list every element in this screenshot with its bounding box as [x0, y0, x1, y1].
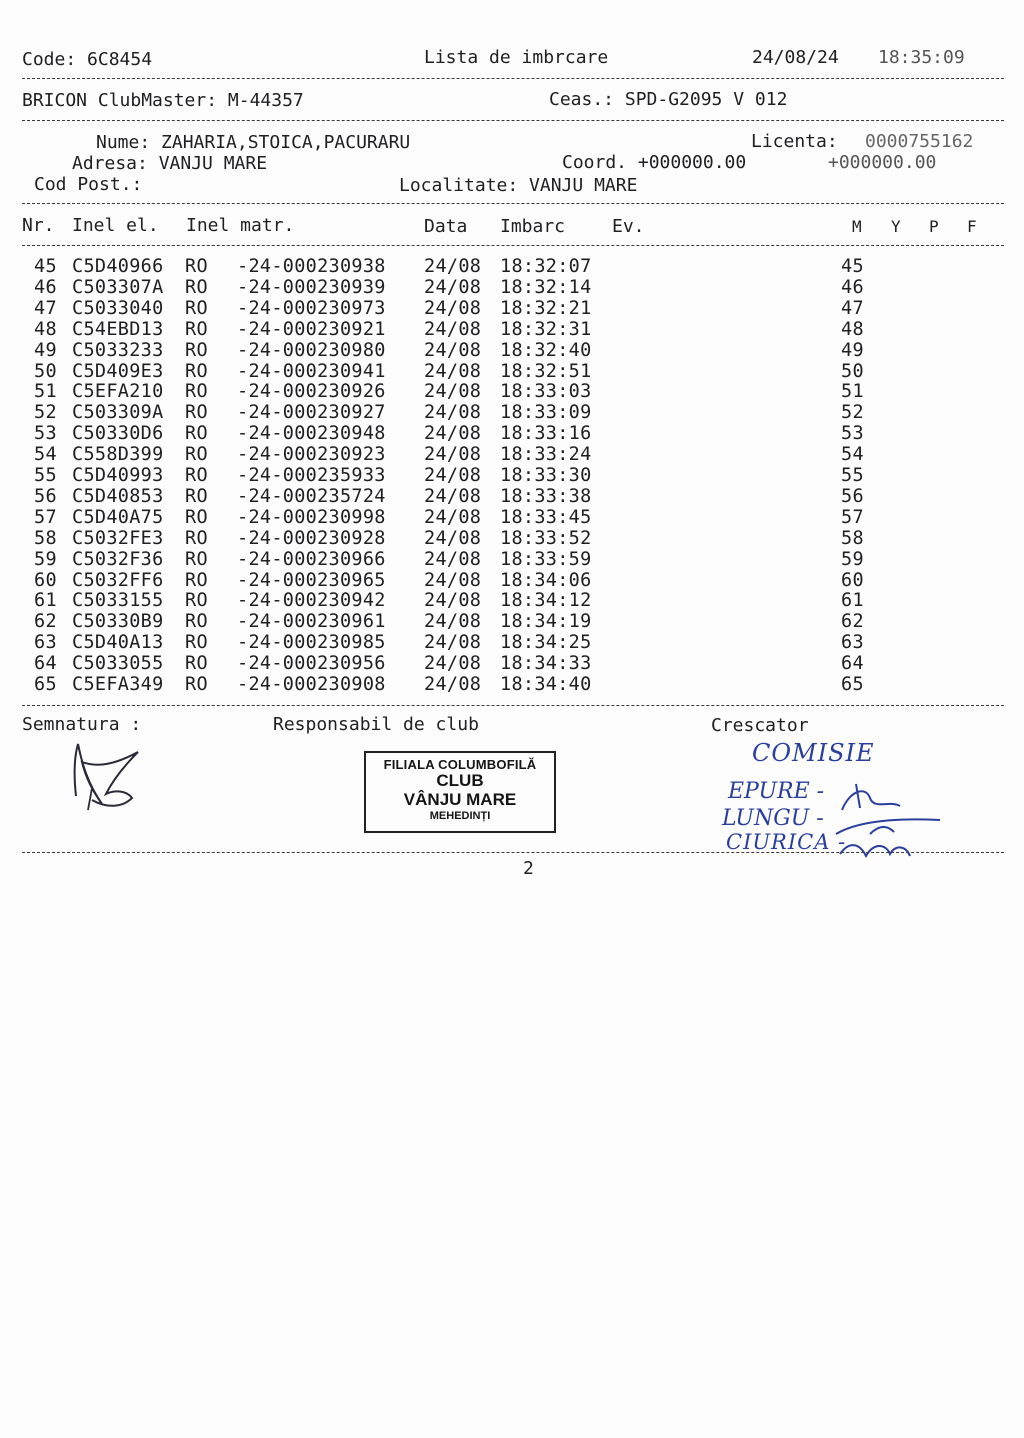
cell-imbarc: 18:33:30: [500, 465, 592, 486]
stamp-line-2: CLUB: [436, 771, 484, 790]
adresa-label: Adresa: VANJU MARE: [72, 153, 268, 174]
cell-data: 24/08: [424, 653, 482, 675]
cell-imbarc: 18:32:51: [500, 360, 592, 382]
cell-imbarc: 18:33:09: [500, 402, 592, 424]
cell-inel-matr: -24-000230966: [237, 548, 386, 570]
cell-nr: 56: [34, 485, 57, 507]
table-row: [0, 465, 1024, 486]
divider: [22, 203, 1004, 204]
cell-imbarc: 18:33:59: [500, 548, 592, 570]
cell-nr: 64: [34, 653, 57, 675]
cell-data: 24/08: [424, 360, 482, 382]
table-row: [0, 549, 1024, 570]
cell-nr: 65: [34, 674, 57, 695]
coord-value-2: +000000.00: [828, 152, 937, 173]
cell-country: RO: [185, 548, 208, 570]
cell-data: 24/08: [424, 402, 482, 424]
cell-m: 56: [841, 485, 864, 507]
handwritten-title: COMISIE: [752, 739, 875, 767]
localitate-label: Localitate: VANJU MARE: [399, 175, 638, 196]
handwritten-name-1: EPURE -: [728, 779, 825, 804]
cell-inel-el: C5D40966: [72, 256, 164, 277]
col-ev: Ev.: [612, 216, 645, 237]
cell-m: 54: [841, 444, 864, 466]
divider: [22, 120, 1004, 121]
cell-inel-matr: -24-000235933: [237, 465, 386, 486]
cell-country: RO: [185, 276, 208, 298]
col-inel-el: Inel el.: [72, 215, 159, 236]
cell-inel-el: C5032F36: [72, 548, 164, 570]
cell-inel-matr: -24-000230942: [237, 590, 386, 612]
cell-inel-el: C503309A: [72, 402, 164, 424]
cell-inel-el: C5D40993: [72, 465, 164, 486]
cell-nr: 50: [34, 360, 57, 382]
cell-data: 24/08: [424, 276, 482, 298]
cell-data: 24/08: [424, 465, 482, 486]
cell-inel-matr: -24-000230928: [237, 527, 386, 549]
cell-country: RO: [185, 297, 208, 319]
cell-nr: 47: [34, 297, 57, 319]
cell-inel-el: C503307A: [72, 276, 164, 298]
cell-inel-el: C5033040: [72, 297, 164, 319]
divider: [22, 852, 1004, 853]
cell-inel-matr: -24-000230961: [237, 611, 386, 633]
cell-inel-matr: -24-000230939: [237, 276, 386, 298]
cell-inel-matr: -24-000230926: [237, 381, 386, 403]
table-row: [0, 298, 1024, 319]
ceas-label: Ceas.: SPD-G2095 V 012: [549, 89, 788, 110]
cell-nr: 61: [34, 590, 57, 612]
cell-inel-el: C5D40853: [72, 485, 164, 507]
cell-country: RO: [185, 381, 208, 403]
cell-inel-el: C558D399: [72, 444, 164, 466]
signature: [62, 738, 152, 816]
responsabil-label: Responsabil de club: [273, 714, 479, 735]
cell-m: 53: [841, 423, 864, 445]
cell-m: 65: [841, 674, 864, 695]
cell-m: 61: [841, 590, 864, 612]
cell-country: RO: [185, 360, 208, 382]
cell-data: 24/08: [424, 632, 482, 654]
cell-nr: 63: [34, 632, 57, 654]
cell-nr: 53: [34, 423, 57, 445]
cell-inel-matr: -24-000230941: [237, 360, 386, 382]
cell-data: 24/08: [424, 506, 482, 528]
cell-country: RO: [185, 465, 208, 486]
cell-inel-el: C5032FF6: [72, 569, 164, 591]
code-label: Code: 6C8454: [22, 49, 153, 70]
cell-inel-el: C50330B9: [72, 611, 164, 633]
table-row: [0, 507, 1024, 528]
cell-m: 47: [841, 297, 864, 319]
table-row: [0, 402, 1024, 423]
cell-m: 58: [841, 527, 864, 549]
cell-imbarc: 18:33:16: [500, 423, 592, 445]
divider: [22, 78, 1004, 79]
col-data: Data: [424, 216, 468, 237]
cell-inel-matr: -24-000230998: [237, 506, 386, 528]
cell-imbarc: 18:32:14: [500, 276, 592, 298]
cell-nr: 57: [34, 506, 57, 528]
cell-inel-el: C5D40A13: [72, 632, 164, 654]
stamp-line-4: MEHEDINȚI: [429, 810, 491, 822]
cod-post-label: Cod Post.:: [34, 174, 143, 195]
handwritten-name-3: CIURICA -: [726, 830, 847, 854]
cell-inel-matr: -24-000230923: [237, 444, 386, 466]
cell-m: 63: [841, 632, 864, 654]
cell-data: 24/08: [424, 590, 482, 612]
cell-country: RO: [185, 506, 208, 528]
cell-imbarc: 18:33:38: [500, 485, 592, 507]
cell-imbarc: 18:32:07: [500, 256, 592, 277]
cell-m: 50: [841, 360, 864, 382]
table-row: [0, 277, 1024, 298]
cell-country: RO: [185, 339, 208, 361]
table-row: [0, 340, 1024, 361]
cell-nr: 48: [34, 318, 57, 340]
col-m: M: [852, 217, 862, 236]
cell-country: RO: [185, 318, 208, 340]
cell-imbarc: 18:34:25: [500, 632, 592, 654]
cell-imbarc: 18:34:33: [500, 653, 592, 675]
cell-inel-matr: -24-000230921: [237, 318, 386, 340]
cell-data: 24/08: [424, 318, 482, 340]
cell-inel-matr: -24-000235724: [237, 485, 386, 507]
cell-nr: 60: [34, 569, 57, 591]
cell-country: RO: [185, 527, 208, 549]
cell-m: 57: [841, 506, 864, 528]
cell-inel-matr: -24-000230927: [237, 402, 386, 424]
club-stamp: [364, 751, 556, 833]
cell-imbarc: 18:32:40: [500, 339, 592, 361]
cell-country: RO: [185, 653, 208, 675]
cell-imbarc: 18:33:03: [500, 381, 592, 403]
cell-nr: 52: [34, 402, 57, 424]
table-row: [0, 486, 1024, 507]
cell-data: 24/08: [424, 256, 482, 277]
cell-imbarc: 18:33:52: [500, 527, 592, 549]
table-row: [0, 381, 1024, 402]
cell-inel-el: C50330D6: [72, 423, 164, 445]
cell-country: RO: [185, 569, 208, 591]
table-row: [0, 423, 1024, 444]
cell-nr: 58: [34, 527, 57, 549]
page-number: 2: [523, 858, 534, 879]
licenta-value: 0000755162: [865, 131, 974, 152]
cell-m: 59: [841, 548, 864, 570]
cell-m: 60: [841, 569, 864, 591]
cell-m: 46: [841, 276, 864, 298]
cell-inel-el: C5D409E3: [72, 360, 164, 382]
cell-data: 24/08: [424, 485, 482, 507]
cell-inel-el: C5EFA210: [72, 381, 164, 403]
nume-label: Nume: ZAHARIA,STOICA,PACURARU: [96, 132, 411, 153]
cell-m: 62: [841, 611, 864, 633]
col-f: F: [967, 217, 977, 236]
col-y: Y: [891, 217, 901, 236]
table-row: [0, 361, 1024, 382]
cell-m: 52: [841, 402, 864, 424]
table-row: [0, 319, 1024, 340]
cell-inel-matr: -24-000230973: [237, 297, 386, 319]
cell-inel-el: C5EFA349: [72, 674, 164, 695]
table-row: [0, 611, 1024, 632]
cell-data: 24/08: [424, 527, 482, 549]
cell-imbarc: 18:34:12: [500, 590, 592, 612]
table-row: [0, 528, 1024, 549]
table-row: [0, 444, 1024, 465]
cell-data: 24/08: [424, 339, 482, 361]
cell-imbarc: 18:33:24: [500, 444, 592, 466]
cell-country: RO: [185, 444, 208, 466]
cell-m: 49: [841, 339, 864, 361]
cell-inel-el: C5033055: [72, 653, 164, 675]
table-row: [0, 632, 1024, 653]
cell-imbarc: 18:32:21: [500, 297, 592, 319]
cell-inel-el: C5033155: [72, 590, 164, 612]
cell-imbarc: 18:32:31: [500, 318, 592, 340]
handwritten-name-2: LUNGU -: [722, 806, 824, 831]
cell-data: 24/08: [424, 444, 482, 466]
cell-country: RO: [185, 256, 208, 277]
cell-inel-matr: -24-000230908: [237, 674, 386, 695]
stamp-line-1: FILIALA COLUMBOFILĂ: [383, 757, 537, 772]
cell-inel-matr: -24-000230965: [237, 569, 386, 591]
cell-country: RO: [185, 611, 208, 633]
document-title: Lista de imbrcare: [424, 47, 609, 68]
cell-imbarc: 18:34:19: [500, 611, 592, 633]
table-row: [0, 590, 1024, 611]
cell-data: 24/08: [424, 548, 482, 570]
cell-nr: 46: [34, 276, 57, 298]
print-date: 24/08/24: [752, 47, 839, 68]
cell-m: 51: [841, 381, 864, 403]
cell-country: RO: [185, 674, 208, 695]
cell-nr: 59: [34, 548, 57, 570]
cell-data: 24/08: [424, 611, 482, 633]
col-nr: Nr.: [22, 215, 55, 236]
cell-nr: 62: [34, 611, 57, 633]
coord-label: Coord. +000000.00: [562, 152, 747, 173]
clubmaster-label: BRICON ClubMaster: M-44357: [22, 90, 304, 111]
cell-inel-el: C5032FE3: [72, 527, 164, 549]
cell-inel-matr: -24-000230956: [237, 653, 386, 675]
table-row: [0, 570, 1024, 591]
print-time: 18:35:09: [878, 47, 965, 68]
semnatura-label: Semnatura :: [22, 714, 142, 735]
stamp-line-3: VÂNJU MARE: [403, 790, 517, 809]
handwritten-initials: [830, 780, 950, 862]
cell-nr: 55: [34, 465, 57, 486]
table-row: [0, 256, 1024, 277]
cell-m: 55: [841, 465, 864, 486]
cell-inel-matr: -24-000230938: [237, 256, 386, 277]
col-p: P: [929, 217, 939, 236]
cell-data: 24/08: [424, 674, 482, 695]
cell-country: RO: [185, 423, 208, 445]
cell-country: RO: [185, 590, 208, 612]
cell-nr: 54: [34, 444, 57, 466]
col-inel-matr: Inel matr.: [186, 215, 295, 236]
col-imbarc: Imbarc: [500, 216, 566, 237]
table-row: [0, 653, 1024, 674]
cell-inel-matr: -24-000230948: [237, 423, 386, 445]
cell-data: 24/08: [424, 569, 482, 591]
cell-m: 64: [841, 653, 864, 675]
cell-inel-matr: -24-000230985: [237, 632, 386, 654]
cell-data: 24/08: [424, 381, 482, 403]
cell-inel-el: C5033233: [72, 339, 164, 361]
cell-inel-el: C54EBD13: [72, 318, 164, 340]
cell-data: 24/08: [424, 297, 482, 319]
cell-imbarc: 18:34:40: [500, 674, 592, 695]
divider: [22, 245, 1004, 246]
cell-nr: 49: [34, 339, 57, 361]
cell-inel-matr: -24-000230980: [237, 339, 386, 361]
cell-m: 48: [841, 318, 864, 340]
cell-nr: 51: [34, 381, 57, 403]
crescator-label: Crescator: [711, 715, 809, 736]
cell-nr: 45: [34, 256, 57, 277]
divider: [22, 705, 1004, 706]
cell-imbarc: 18:33:45: [500, 506, 592, 528]
cell-country: RO: [185, 632, 208, 654]
cell-data: 24/08: [424, 423, 482, 445]
cell-country: RO: [185, 485, 208, 507]
cell-imbarc: 18:34:06: [500, 569, 592, 591]
cell-country: RO: [185, 402, 208, 424]
cell-inel-el: C5D40A75: [72, 506, 164, 528]
table-row: [0, 674, 1024, 695]
licenta-label: Licenta:: [751, 131, 838, 152]
cell-m: 45: [841, 256, 864, 277]
